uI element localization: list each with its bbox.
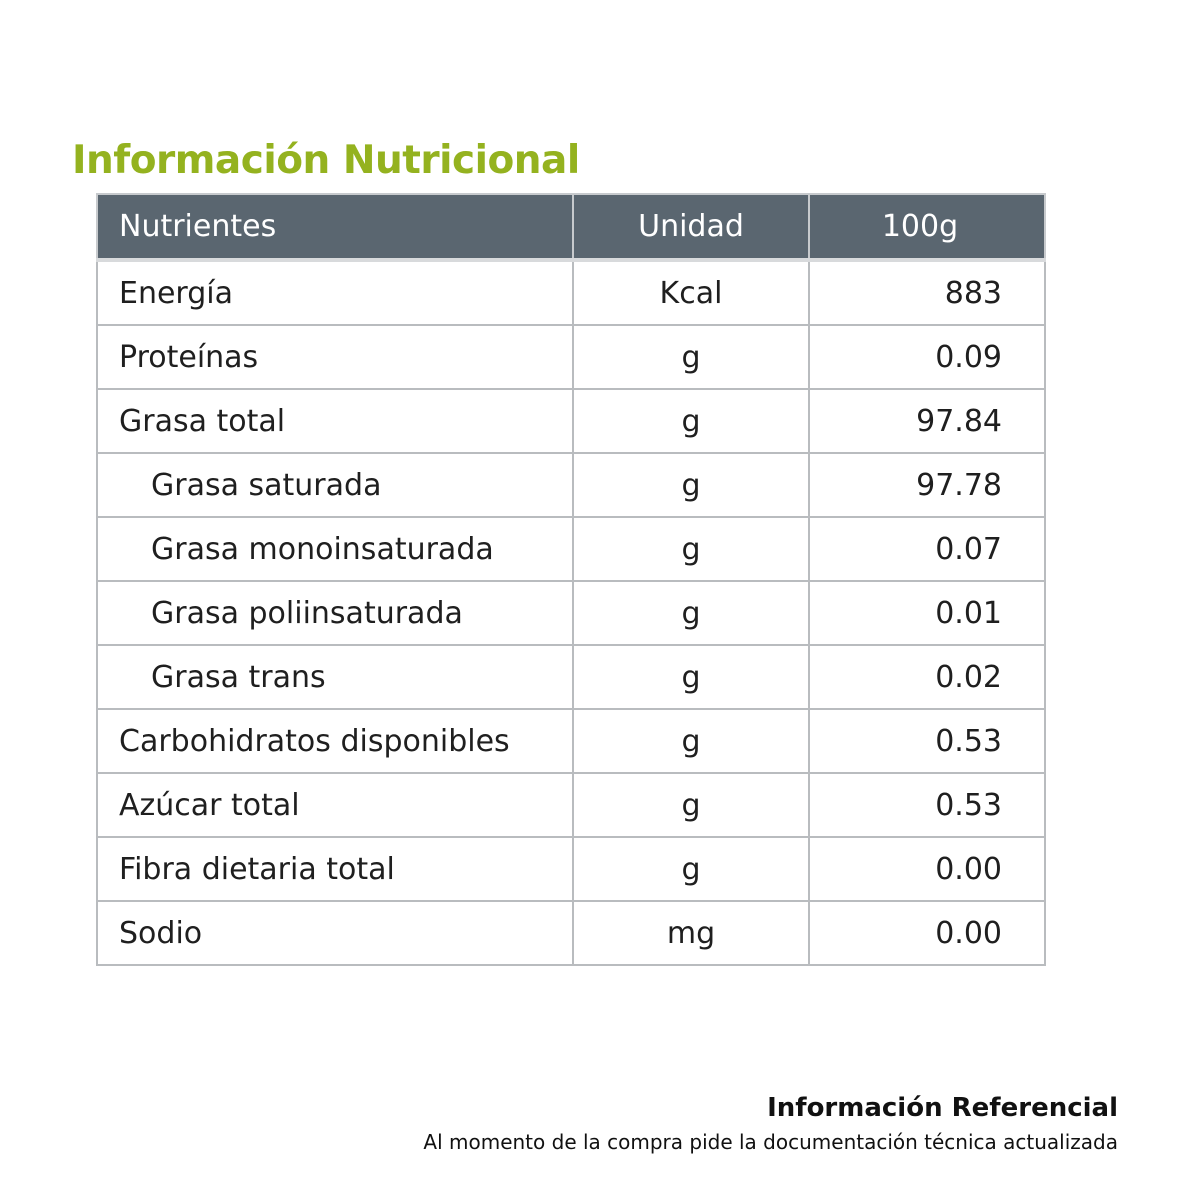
nutrient-name: Grasa trans: [97, 645, 573, 709]
table-row: [97, 837, 1045, 901]
header-unit: Unidad: [573, 194, 809, 260]
nutrient-value: 0.53: [809, 709, 1045, 773]
nutrition-table: [96, 193, 1046, 966]
nutrient-name: Fibra dietaria total: [97, 837, 573, 901]
nutrient-unit: Kcal: [573, 260, 809, 325]
footer-title: Información Referencial: [767, 1093, 1118, 1123]
table-row: [97, 517, 1045, 581]
table-row: [97, 260, 1045, 325]
table-row: [97, 645, 1045, 709]
nutrient-value: 0.01: [809, 581, 1045, 645]
table-body: [97, 260, 1045, 965]
nutrient-name: Azúcar total: [97, 773, 573, 837]
header-amount: 100g: [809, 194, 1045, 260]
nutrient-value: 0.53: [809, 773, 1045, 837]
nutrient-unit: g: [573, 709, 809, 773]
nutrient-name: Energía: [97, 260, 573, 325]
table-row: [97, 389, 1045, 453]
nutrient-value: 0.02: [809, 645, 1045, 709]
nutrient-name: Grasa monoinsaturada: [97, 517, 573, 581]
table-row: [97, 901, 1045, 965]
nutrient-name: Grasa total: [97, 389, 573, 453]
nutrient-unit: g: [573, 581, 809, 645]
table-row: [97, 773, 1045, 837]
nutrient-value: 97.78: [809, 453, 1045, 517]
nutrient-unit: g: [573, 453, 809, 517]
nutrient-unit: g: [573, 773, 809, 837]
nutrient-unit: g: [573, 837, 809, 901]
footer-subtitle: Al momento de la compra pide la documentación técnica actualizada: [423, 1130, 1118, 1154]
nutrient-unit: g: [573, 645, 809, 709]
nutrient-value: 0.07: [809, 517, 1045, 581]
nutrient-name: Grasa saturada: [97, 453, 573, 517]
table-row: [97, 453, 1045, 517]
table-row: [97, 709, 1045, 773]
page-title: Información Nutricional: [72, 138, 580, 183]
nutrient-value: 0.00: [809, 837, 1045, 901]
header-row: [97, 194, 1045, 260]
nutrient-name: Carbohidratos disponibles: [97, 709, 573, 773]
nutrient-unit: g: [573, 389, 809, 453]
nutrient-name: Sodio: [97, 901, 573, 965]
nutrient-value: 97.84: [809, 389, 1045, 453]
table-row: [97, 325, 1045, 389]
table-row: [97, 581, 1045, 645]
nutrient-unit: g: [573, 325, 809, 389]
nutrient-unit: g: [573, 517, 809, 581]
header-nutrient: Nutrientes: [97, 194, 573, 260]
nutrient-value: 0.00: [809, 901, 1045, 965]
nutrient-value: 0.09: [809, 325, 1045, 389]
nutrient-name: Proteínas: [97, 325, 573, 389]
nutrient-name: Grasa poliinsaturada: [97, 581, 573, 645]
nutrient-unit: mg: [573, 901, 809, 965]
nutrient-value: 883: [809, 260, 1045, 325]
table-header: [97, 194, 1045, 260]
